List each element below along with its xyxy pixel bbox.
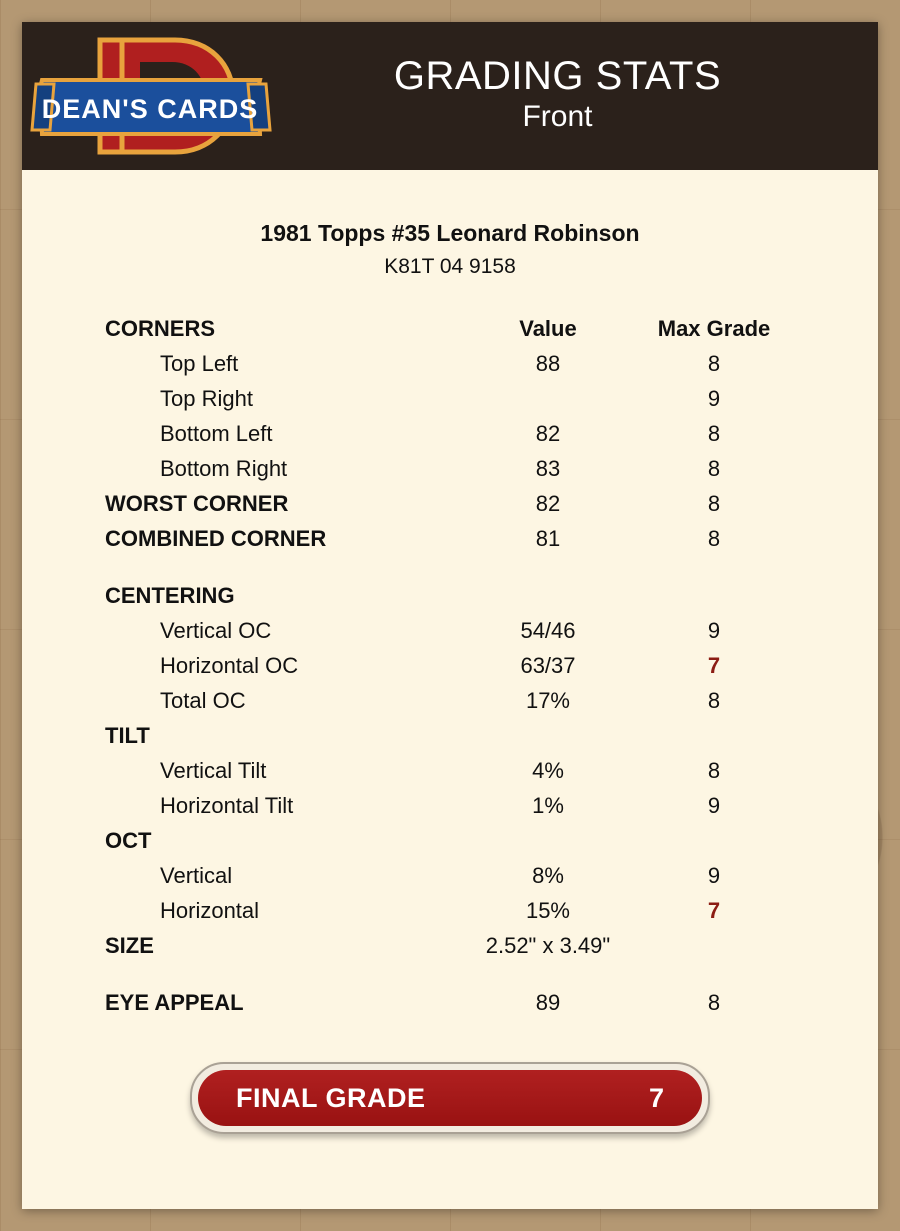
row-label-vertical-tilt: Vertical Tilt xyxy=(160,757,267,783)
section-heading-centering: CENTERING xyxy=(105,582,235,608)
grading-report-sheet xyxy=(22,22,878,1209)
svg-text:DEAN'S CARDS: DEAN'S CARDS xyxy=(41,94,259,124)
row-grade-total-oc: 8 xyxy=(707,687,721,713)
section-heading-tilt: TILT xyxy=(105,722,150,748)
row-value-eye-appeal: 89 xyxy=(535,989,561,1015)
final-grade-section xyxy=(190,1062,710,1134)
row-value-worst-corner: 82 xyxy=(535,490,561,516)
column-header-max-grade: Max Grade xyxy=(657,315,771,341)
final-grade-frame xyxy=(190,1062,710,1134)
row-label-bottom-right: Bottom Right xyxy=(160,455,288,481)
table-row xyxy=(105,893,795,928)
row-grade-bottom-left: 8 xyxy=(707,420,721,446)
grading-stats-table xyxy=(105,311,795,1020)
header-title-block xyxy=(277,55,878,138)
row-grade-top-left: 8 xyxy=(707,350,721,376)
table-row xyxy=(105,718,795,753)
row-grade-worst-corner: 8 xyxy=(707,490,721,516)
card-title: 1981 Topps #35 Leonard Robinson xyxy=(260,220,640,246)
row-label-top-left: Top Left xyxy=(160,350,239,376)
deans-cards-logo xyxy=(22,22,277,170)
row-grade-top-right: 9 xyxy=(707,385,721,411)
report-header xyxy=(22,22,878,170)
row-label-horizontal-oc: Horizontal OC xyxy=(160,652,299,678)
row-label-oct-vertical: Vertical xyxy=(160,862,233,888)
table-row xyxy=(105,823,795,858)
section-heading-oct: OCT xyxy=(105,827,152,853)
row-label-bottom-left: Bottom Left xyxy=(160,420,273,446)
report-body xyxy=(22,170,878,1134)
row-grade-combined-corner: 8 xyxy=(707,525,721,551)
table-row xyxy=(105,858,795,893)
row-grade-horizontal-oc: 7 xyxy=(707,652,721,678)
table-row xyxy=(105,788,795,823)
row-value-top-right xyxy=(463,381,633,416)
final-grade-label: FINAL GRADE xyxy=(236,1082,426,1113)
row-value-total-oc: 17% xyxy=(525,687,570,713)
page-subtitle: Front xyxy=(522,99,593,133)
row-label-combined-corner: COMBINED CORNER xyxy=(105,525,327,551)
row-value-oct-vertical: 8% xyxy=(532,862,564,888)
row-label-top-right: Top Right xyxy=(160,385,253,411)
table-header-row xyxy=(105,311,795,346)
table-row xyxy=(105,381,795,416)
table-row xyxy=(105,486,795,521)
table-row xyxy=(105,416,795,451)
column-header-value: Value xyxy=(519,315,577,341)
row-label-total-oc: Total OC xyxy=(160,687,246,713)
table-row xyxy=(105,613,795,648)
table-row xyxy=(105,346,795,381)
table-row xyxy=(105,985,795,1020)
row-label-vertical-oc: Vertical OC xyxy=(160,617,272,643)
section-heading-corners: CORNERS xyxy=(105,315,216,341)
table-row xyxy=(105,451,795,486)
row-label-worst-corner: WORST CORNER xyxy=(105,490,289,516)
table-row xyxy=(105,578,795,613)
row-value-combined-corner: 81 xyxy=(535,525,561,551)
row-value-bottom-left: 82 xyxy=(535,420,561,446)
row-grade-oct-vertical: 9 xyxy=(707,862,721,888)
table-row xyxy=(105,683,795,718)
row-label-horizontal-tilt: Horizontal Tilt xyxy=(160,792,294,818)
row-value-bottom-right: 83 xyxy=(535,455,561,481)
final-grade-value: 7 xyxy=(648,1082,664,1113)
table-row xyxy=(105,928,795,963)
row-value-horizontal-oc: 63/37 xyxy=(520,652,576,678)
row-grade-eye-appeal: 8 xyxy=(707,989,721,1015)
table-row xyxy=(105,753,795,788)
row-value-top-left: 88 xyxy=(535,350,561,376)
row-grade-vertical-tilt: 8 xyxy=(707,757,721,783)
table-row xyxy=(105,648,795,683)
row-spacer xyxy=(105,963,795,985)
card-serial-number: K81T 04 9158 xyxy=(384,255,516,278)
row-grade-horizontal-tilt: 9 xyxy=(707,792,721,818)
row-grade-oct-horizontal: 7 xyxy=(707,897,721,923)
row-grade-vertical-oc: 9 xyxy=(707,617,721,643)
table-row xyxy=(105,521,795,556)
row-value-vertical-tilt: 4% xyxy=(532,757,564,783)
row-grade-bottom-right: 8 xyxy=(707,455,721,481)
section-heading-eye-appeal: EYE APPEAL xyxy=(105,989,244,1015)
row-value-vertical-oc: 54/46 xyxy=(520,617,576,643)
row-value-horizontal-tilt: 1% xyxy=(532,792,564,818)
page-title: GRADING STATS xyxy=(393,53,722,98)
row-value-size: 2.52" x 3.49" xyxy=(485,932,611,958)
row-spacer xyxy=(105,556,795,578)
row-label-oct-horizontal: Horizontal xyxy=(160,897,260,923)
final-grade-bar xyxy=(198,1070,702,1126)
section-heading-size: SIZE xyxy=(105,932,154,958)
row-value-oct-horizontal: 15% xyxy=(525,897,570,923)
